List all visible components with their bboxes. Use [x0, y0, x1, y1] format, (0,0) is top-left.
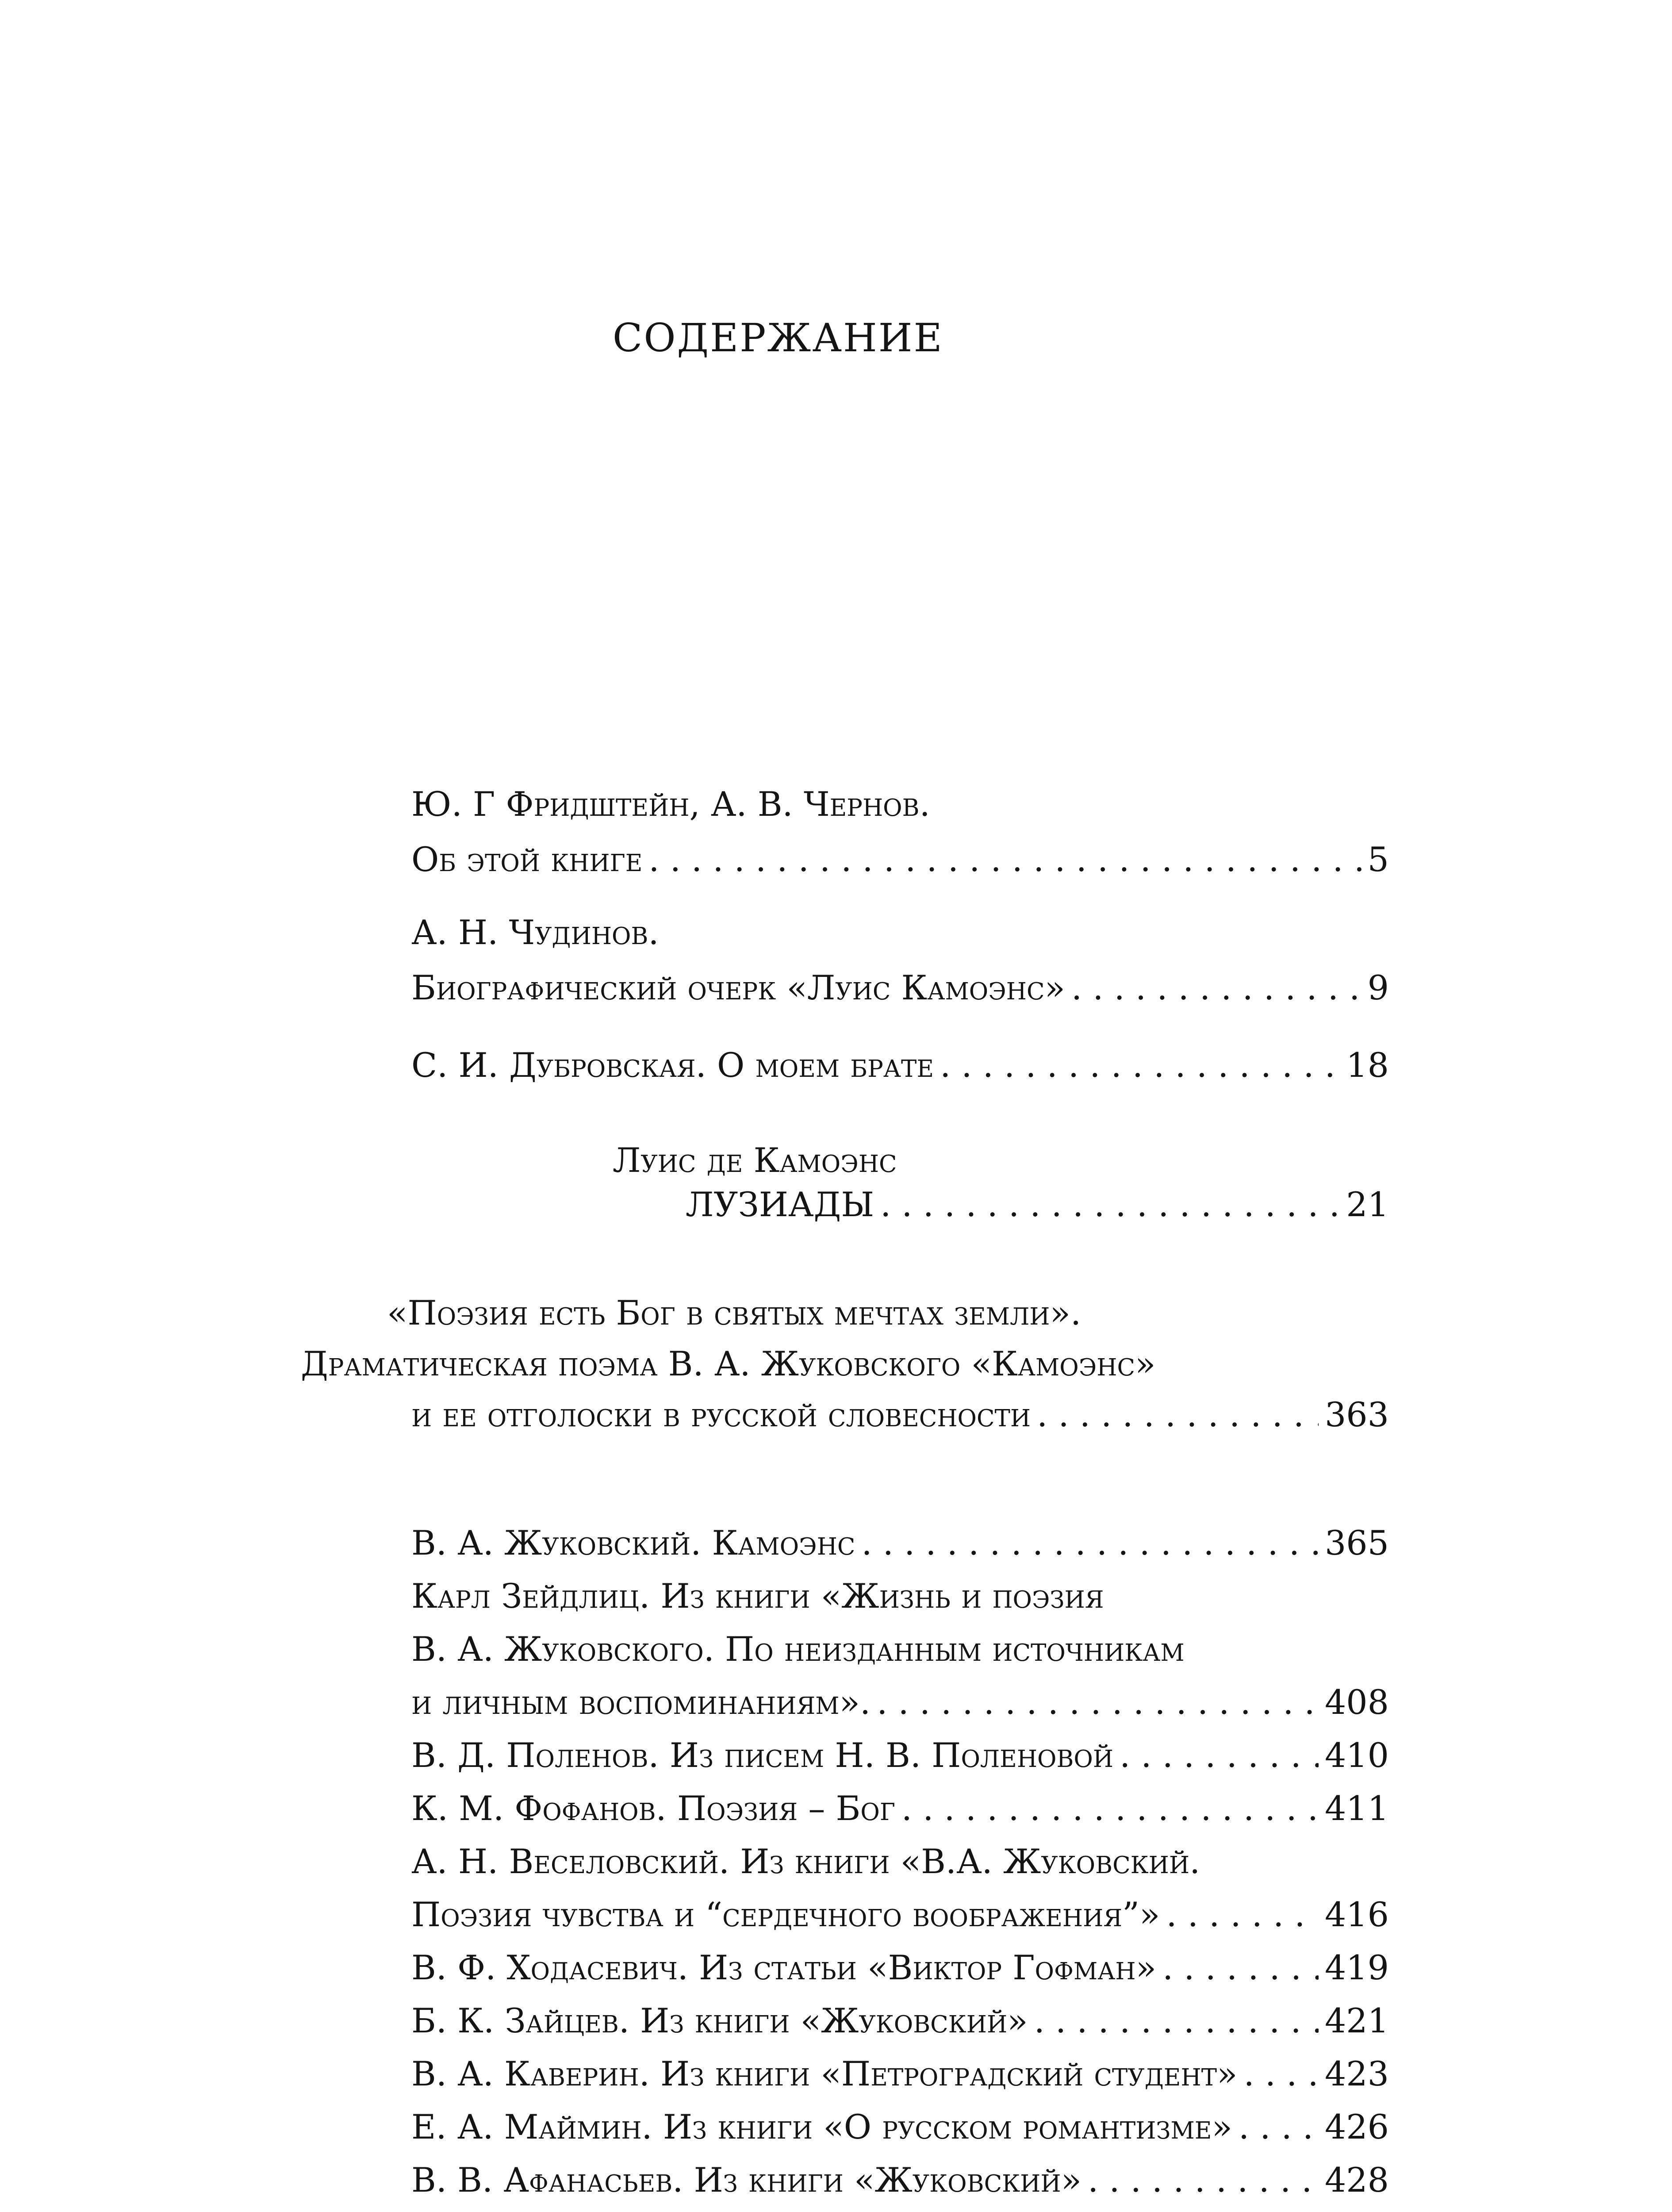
- leader-dots: [1071, 971, 1361, 1005]
- toc-entry-title: К. М. Фофанов. Поэзия – Бог: [411, 1789, 895, 1828]
- toc-page-number: 5: [1367, 840, 1389, 879]
- leader-dots: [940, 1048, 1340, 1082]
- toc-entry[interactable]: [411, 1789, 1389, 1828]
- toc-author-line: А. Н. Чудинов.: [411, 913, 659, 952]
- toc-entry[interactable]: [411, 1948, 1389, 1987]
- leader-dots: [861, 1526, 1318, 1560]
- toc-entry[interactable]: [411, 2160, 1389, 2200]
- toc-page-number: 365: [1324, 1523, 1389, 1563]
- toc-page-number: 21: [1346, 1185, 1389, 1224]
- toc-author-line: Ю. Г Фридштейн, А. В. Чернов.: [411, 784, 930, 824]
- toc-entry-title: В. Ф. Ходасевич. Из статьи «Виктор Гофман»: [411, 1948, 1157, 1987]
- toc-entry-title: В. Д. Поленов. Из писем Н. В. Поленовой: [411, 1736, 1114, 1775]
- leader-dots: [648, 843, 1361, 876]
- toc-entry-line: В. А. Жуковского. По неизданным источникам: [411, 1629, 1185, 1669]
- toc-entry[interactable]: [411, 2107, 1389, 2147]
- toc-entry[interactable]: [411, 2054, 1389, 2093]
- toc-author-line: Луис де Камоэнс: [613, 1141, 897, 1180]
- toc-page-number: 411: [1324, 1789, 1389, 1828]
- toc-entry[interactable]: [411, 1736, 1389, 1775]
- toc-entry[interactable]: [411, 2001, 1389, 2040]
- toc-page-number: 363: [1324, 1395, 1389, 1434]
- toc-entry-title: В. В. Афанасьев. Из книги «Жуковский»: [411, 2160, 1082, 2200]
- toc-page-number: 408: [1324, 1682, 1389, 1722]
- toc-entry-title: Б. К. Зайцев. Из книги «Жуковский»: [411, 2001, 1028, 2040]
- toc-page-number: 410: [1324, 1736, 1389, 1775]
- toc-entry[interactable]: [411, 1395, 1389, 1434]
- toc-entry[interactable]: [411, 1895, 1389, 1934]
- toc-entry-title: В. А. Жуковский. Камоэнс: [411, 1523, 855, 1563]
- toc-entry-title: Поэзия чувства и “сердечного воображения”»: [411, 1895, 1160, 1934]
- toc-page-number: 421: [1324, 2001, 1389, 2040]
- leader-dots: [1166, 1898, 1319, 1932]
- toc-entry[interactable]: [411, 968, 1389, 1007]
- toc-entry-title: и ее отголоски в русской словесности: [411, 1395, 1031, 1434]
- toc-entry-title: ЛУЗИАДЫ: [686, 1185, 874, 1224]
- leader-dots: [1034, 2004, 1319, 2038]
- leader-dots: [1088, 2163, 1319, 2197]
- toc-page-number: 9: [1367, 968, 1389, 1007]
- toc-entry[interactable]: [686, 1185, 1389, 1224]
- toc-page-number: 423: [1324, 2054, 1389, 2093]
- leader-dots: [1239, 2110, 1319, 2144]
- toc-page-number: 416: [1324, 1895, 1389, 1934]
- toc-entry-line: А. Н. Веселовский. Из книги «В.А. Жуковский.: [411, 1842, 1200, 1881]
- toc-heading-line: «Поэзия есть Бог в святых мечтах земли».: [387, 1293, 1081, 1333]
- toc-page-number: 419: [1324, 1948, 1389, 1987]
- toc-entry-title: и личным воспоминаниям».: [411, 1682, 871, 1722]
- toc-page-number: 428: [1324, 2160, 1389, 2200]
- leader-dots: [1120, 1739, 1319, 1772]
- toc-entry[interactable]: [411, 1045, 1389, 1085]
- toc-page-number: 18: [1346, 1045, 1389, 1085]
- page-title: СОДЕРЖАНИЕ: [613, 315, 943, 361]
- toc-heading-line: Драматическая поэма В. А. Жуковского «Камоэнс»: [301, 1344, 1156, 1383]
- toc-page-number: 426: [1324, 2107, 1389, 2147]
- toc-entry[interactable]: [411, 840, 1389, 879]
- toc-entry-title: Е. А. Маймин. Из книги «О русском романтизме»: [411, 2107, 1232, 2147]
- leader-dots: [880, 1188, 1340, 1221]
- leader-dots: [877, 1686, 1319, 1719]
- leader-dots: [1162, 1951, 1319, 1985]
- toc-entry[interactable]: [411, 1523, 1389, 1563]
- toc-entry[interactable]: [411, 1682, 1389, 1722]
- toc-entry-title: С. И. Дубровская. О моем брате: [411, 1045, 934, 1085]
- toc-entry-title: Об этой книге: [411, 840, 643, 879]
- toc-entry-line: Карл Зейдлиц. Из книги «Жизнь и поэзия: [411, 1576, 1104, 1616]
- leader-dots: [1037, 1398, 1319, 1432]
- toc-entry-title: Биографический очерк «Луис Камоэнс»: [411, 968, 1066, 1007]
- toc-entry-title: В. А. Каверин. Из книги «Петроградский студент»: [411, 2054, 1238, 2093]
- leader-dots: [901, 1792, 1319, 1825]
- leader-dots: [1244, 2057, 1319, 2091]
